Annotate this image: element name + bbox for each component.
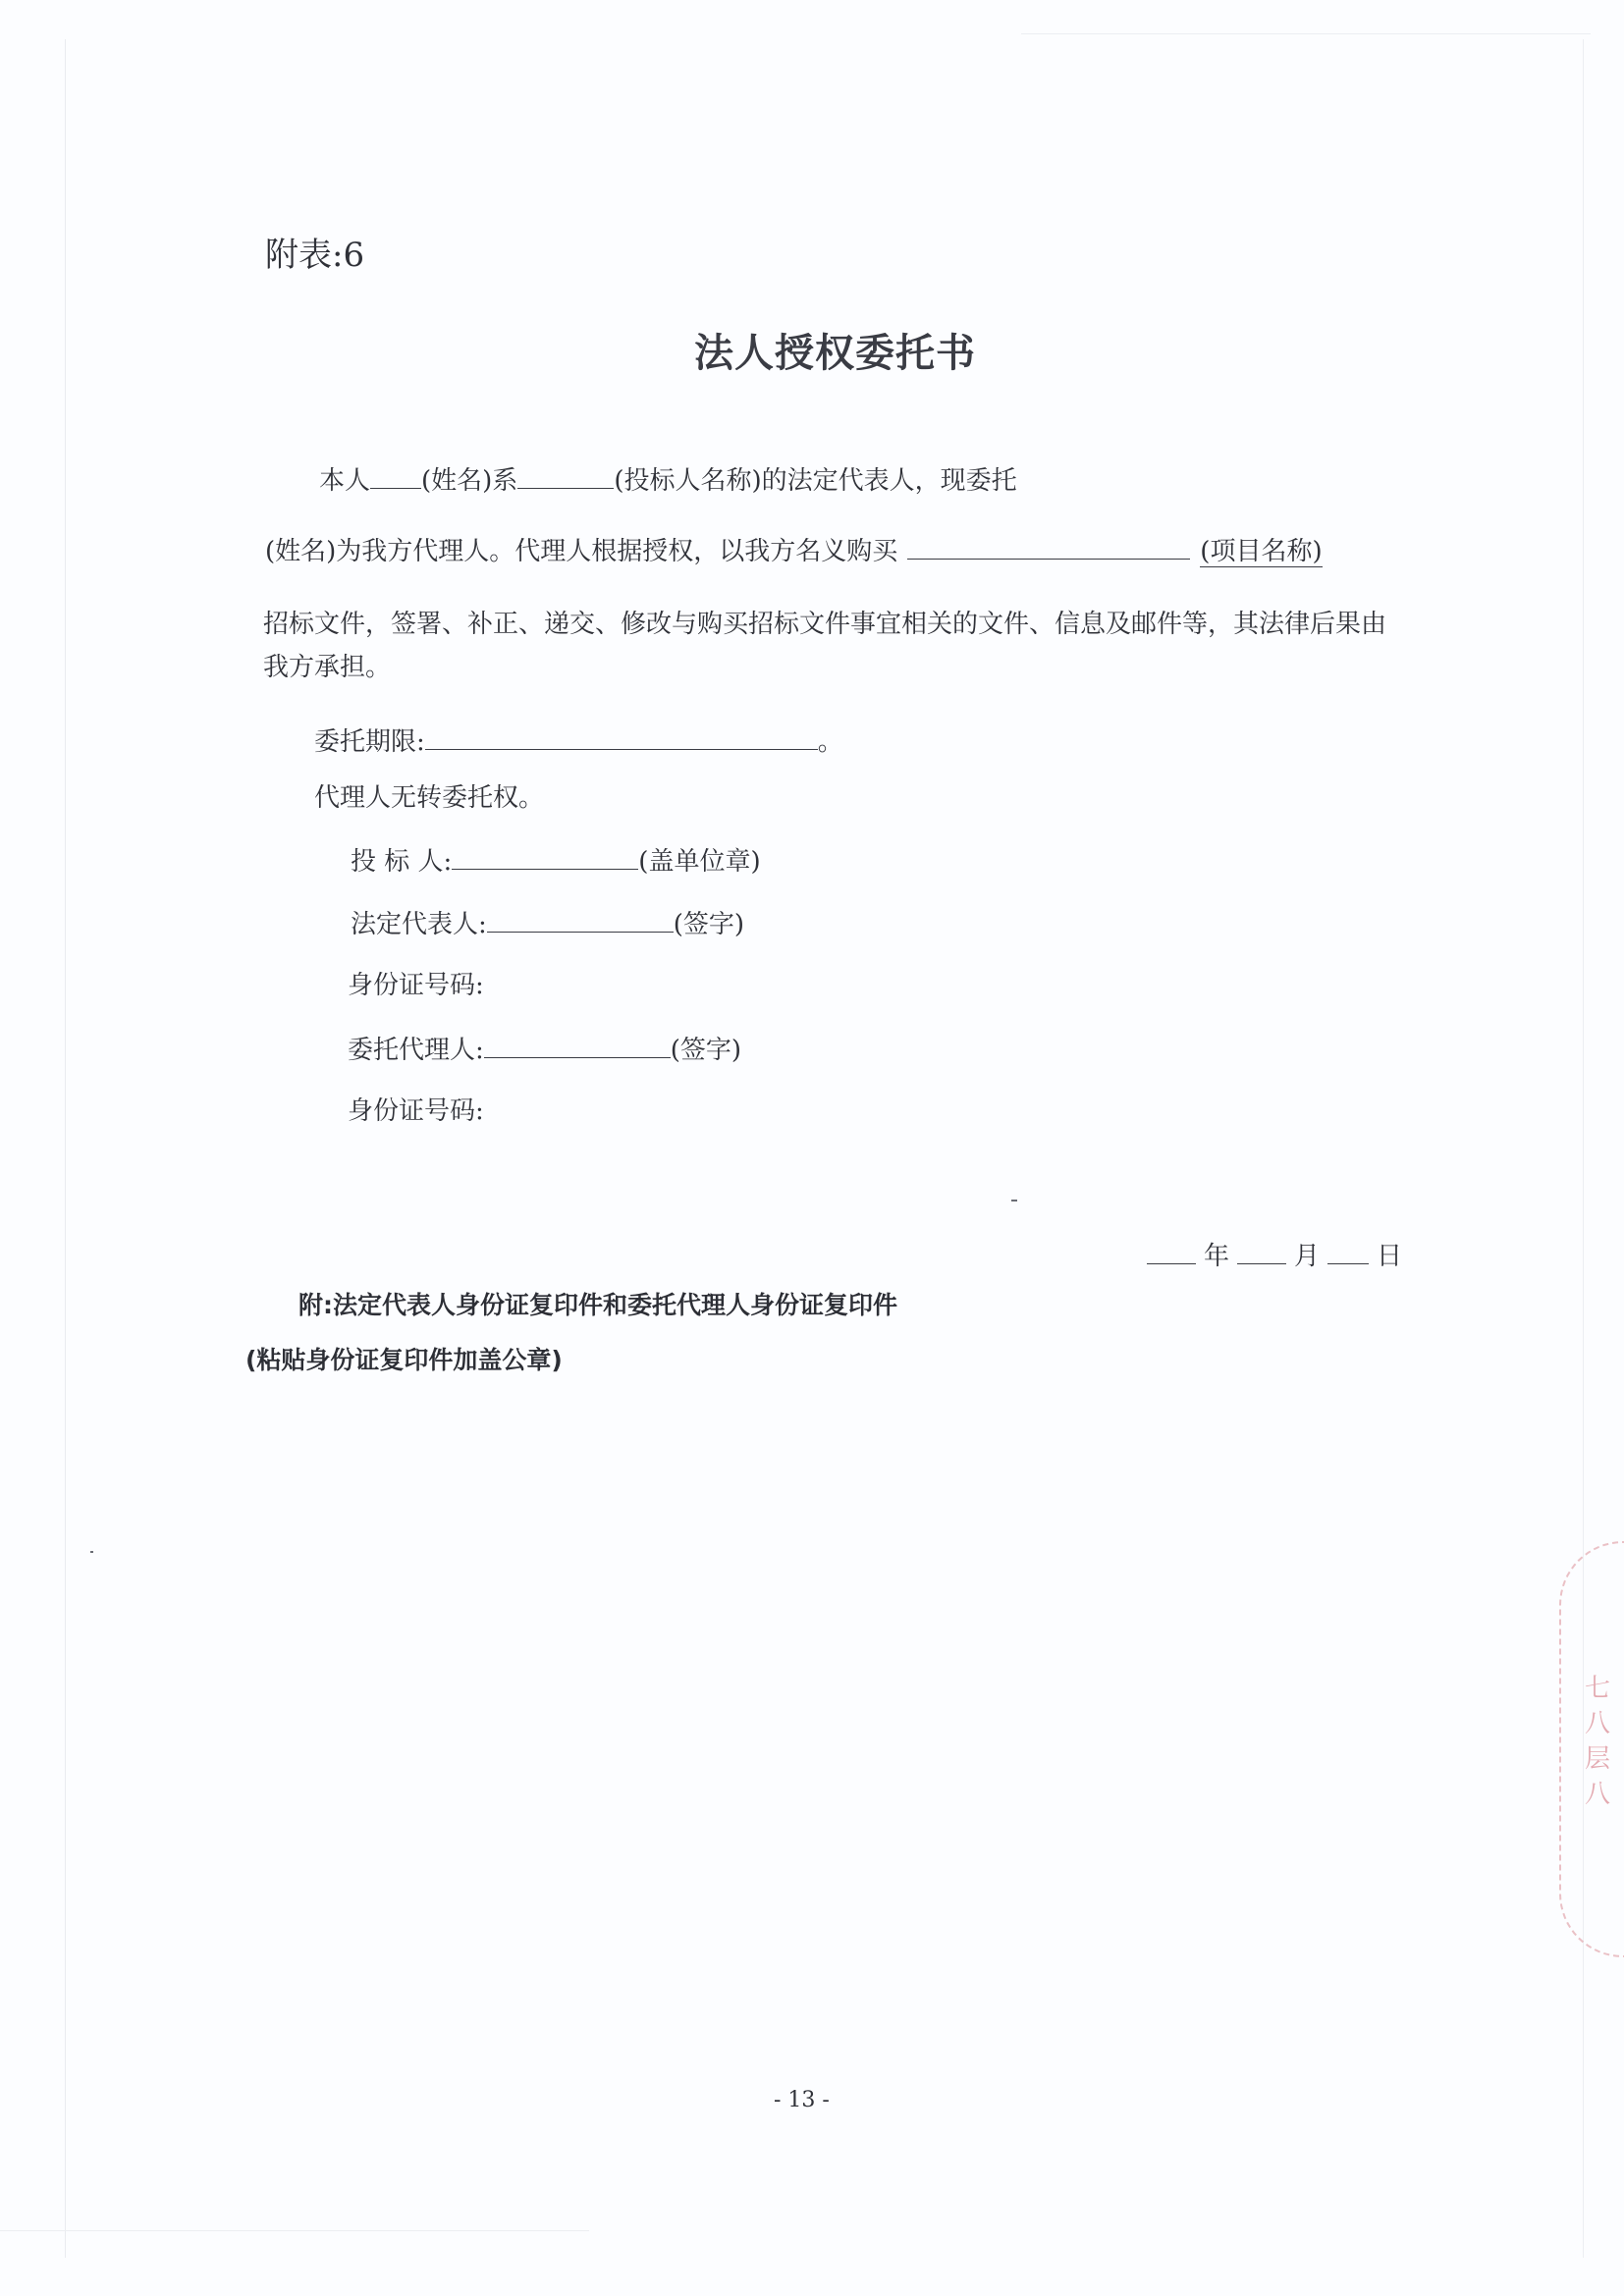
scan-speck — [1011, 1200, 1017, 1201]
paste-note: (粘贴身份证复印件加盖公章) — [245, 1346, 563, 1374]
bidder-seal-blank — [452, 847, 638, 870]
legal-rep-label: 法定代表人: — [351, 910, 487, 939]
scan-edge-left — [65, 39, 66, 2258]
legal-rep-id-label: 身份证号码: — [348, 971, 484, 1000]
legal-rep-hint: (签字) — [673, 910, 745, 939]
year-label: 年 — [1204, 1242, 1230, 1271]
term-label: 委托期限: — [314, 727, 425, 757]
bidder-signature-line — [351, 846, 761, 878]
term-end: 。 — [817, 727, 843, 757]
year-blank — [1147, 1242, 1196, 1264]
legal-rep-blank — [487, 910, 674, 933]
date-line — [1147, 1241, 1402, 1272]
paragraph-3: 招标文件，签署、补正、递交、修改与购买招标文件事宜相关的文件、信息及邮件等，其法律后果由 — [263, 610, 1387, 639]
para1-bidder-hint: (投标人名称)的法定代表人，现委托 — [614, 466, 1017, 496]
no-subdelegation: 代理人无转委托权。 — [314, 783, 545, 813]
paragraph-2 — [265, 536, 1323, 567]
term-blank — [425, 727, 818, 750]
project-name-blank — [907, 537, 1190, 560]
appendix-label: 附表:6 — [265, 236, 365, 275]
para1-prefix: 本人 — [319, 466, 371, 496]
term-line — [314, 726, 843, 758]
para2-project-hint: (项目名称) — [1200, 537, 1323, 566]
paragraph-1 — [319, 465, 1017, 497]
scan-speck — [90, 1551, 93, 1553]
scan-edge-top — [1021, 33, 1591, 34]
legal-rep-signature-line — [351, 909, 744, 940]
red-seal-stamp — [1559, 1541, 1624, 1957]
bidder-seal-hint: (盖单位章) — [638, 847, 761, 877]
document-title: 法人授权委托书 — [694, 331, 976, 376]
paragraph-4: 我方承担。 — [263, 653, 392, 682]
agent-signature-line — [348, 1035, 741, 1066]
month-blank — [1237, 1242, 1286, 1264]
attachment-note: 附:法定代表人身份证复印件和委托代理人身份证复印件 — [298, 1291, 897, 1319]
day-label: 日 — [1377, 1242, 1403, 1271]
principal-name-blank — [370, 466, 421, 489]
agent-blank — [484, 1036, 671, 1058]
bidder-name-blank — [517, 466, 614, 489]
para2-text: (姓名)为我方代理人。代理人根据授权，以我方名义购买 — [265, 537, 898, 566]
para1-name-hint: (姓名)系 — [421, 466, 518, 496]
agent-hint: (签字) — [670, 1036, 742, 1065]
month-label: 月 — [1294, 1242, 1321, 1271]
page-number: - 13 - — [774, 2088, 830, 2112]
stamp-text: 七八层八 — [1585, 1674, 1611, 1809]
agent-id-label: 身份证号码: — [348, 1096, 484, 1126]
day-blank — [1327, 1242, 1369, 1264]
agent-label: 委托代理人: — [348, 1036, 484, 1065]
scan-edge-bottom — [0, 2230, 589, 2231]
bidder-label: 投 标 人: — [351, 847, 453, 877]
